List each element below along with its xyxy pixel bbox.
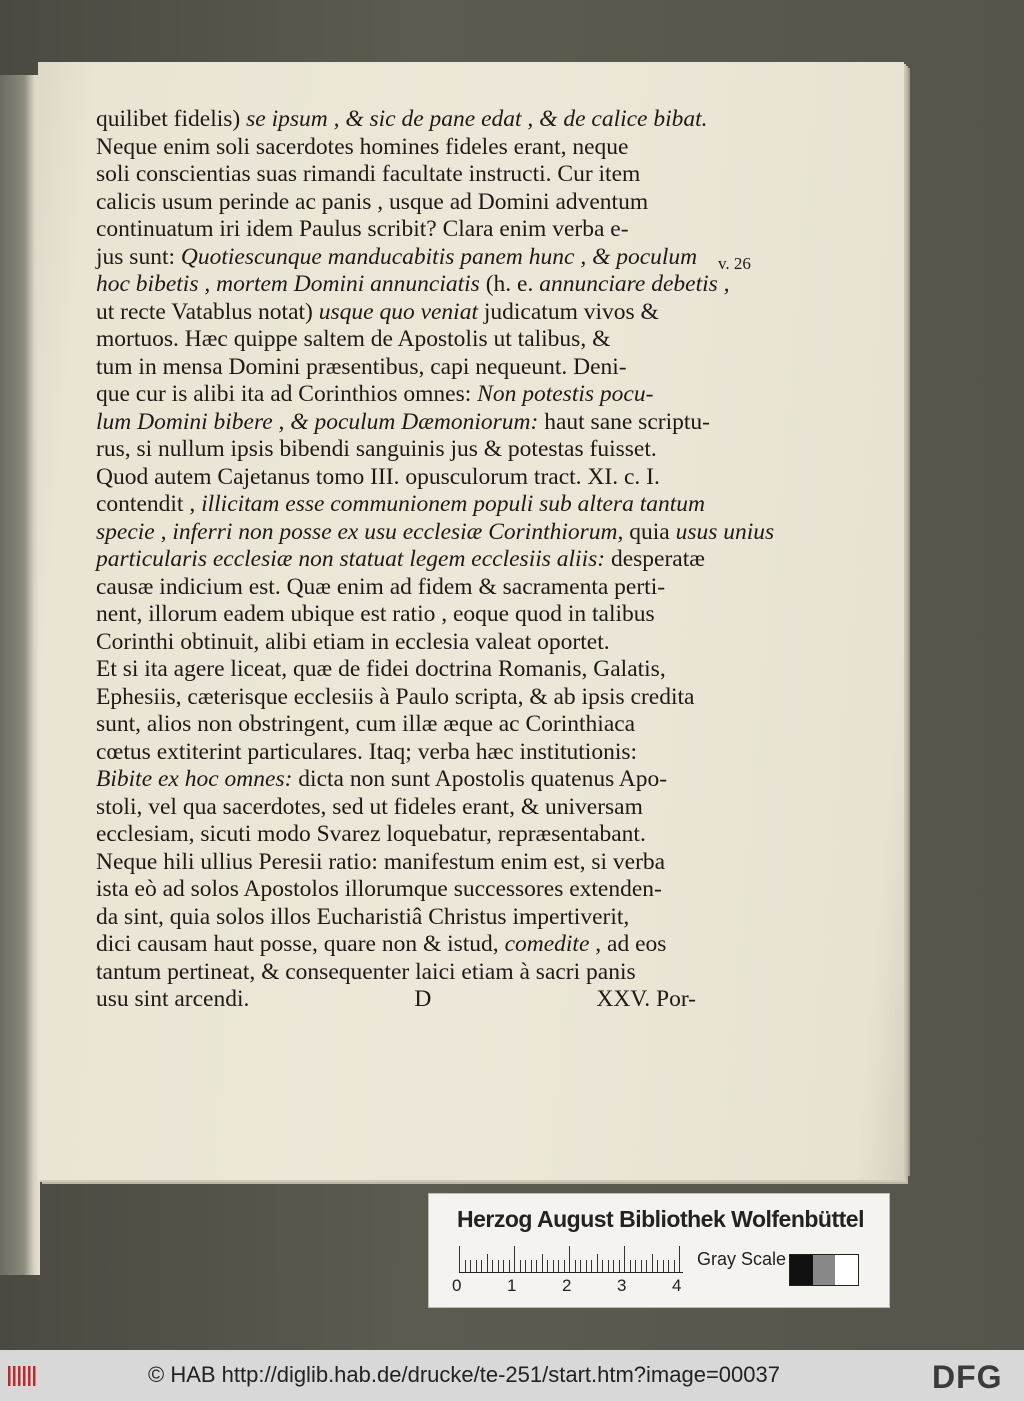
text-segment: ista eò ad solos Apostolos illorumque successores extenden- (96, 876, 662, 902)
text-segment: da sint, quia solos illos Eucharistiâ Christus impertiverit, (96, 903, 630, 930)
text-line (96, 354, 816, 382)
ruler-tick (514, 1246, 515, 1272)
ruler-tick (498, 1260, 499, 1272)
text-line (96, 491, 816, 519)
ruler-tick (624, 1246, 625, 1272)
ruler-tick (564, 1260, 565, 1272)
last-line-text: usu sint arcendi. (96, 986, 250, 1012)
italic-segment: lum Domini bibere , & poculum Dæmoniorum: (96, 408, 539, 435)
text-line (96, 216, 816, 244)
ruler-tick (597, 1254, 598, 1272)
text-line (96, 821, 816, 849)
text-segment: que cur is alibi ita ad Corinthios omnes: (96, 381, 478, 407)
catchword: XXV. Por- (596, 986, 696, 1012)
ruler-tick (558, 1260, 559, 1272)
document-page (38, 62, 904, 1180)
swatch-gray (813, 1255, 836, 1285)
text-segment: Quod autem Cajetanus tomo III. opusculorum tract. XI. c. I. (96, 463, 660, 490)
text-segment: causæ indicium est. Quæ enim ad fidem & sacramenta perti- (96, 573, 666, 600)
text-line (96, 959, 816, 987)
ruler-tick (553, 1260, 554, 1272)
text-segment: desperatæ (605, 546, 705, 572)
text-line (96, 326, 816, 354)
italic-segment: Non potestis pocu- (477, 381, 654, 407)
ruler-tick (635, 1260, 636, 1272)
italic-segment: se ipsum , & sic de pane edat , & de calice bibat. (246, 106, 708, 132)
text-segment: Corinthi obtinuit, alibi etiam in ecclesia valeat oportet. (96, 628, 610, 655)
text-line (96, 271, 816, 299)
text-segment: Neque hili ullius Peresii ratio: manifestum enim est, si verba (96, 848, 666, 875)
text-segment: calicis usum perinde ac panis , usque ad Domini adventum (96, 188, 649, 215)
ruler-tick (641, 1260, 642, 1272)
scale-number: 1 (507, 1276, 517, 1295)
scale-number: 2 (562, 1276, 572, 1295)
italic-segment: usus unius (675, 518, 775, 545)
hab-logo-icon (8, 1364, 38, 1388)
text-line (96, 876, 816, 904)
text-segment: judicatum vivos & (478, 298, 659, 325)
text-segment: sunt, alios non obstringent, cum illæ æque ac Corinthiaca (96, 711, 636, 737)
text-segment: quilibet fidelis) (96, 106, 247, 132)
text-line (96, 601, 816, 629)
ruler-tick (542, 1254, 543, 1272)
italic-segment: illicitam esse communionem populi sub altera tantum (201, 491, 705, 517)
copyright-url[interactable]: © HAB http://diglib.hab.de/drucke/te-251/start.htm?image=00037 (148, 1362, 780, 1387)
italic-segment: comedite (504, 931, 590, 957)
ruler-tick (525, 1260, 526, 1272)
ruler-tick (630, 1260, 631, 1272)
ruler-tick (465, 1260, 466, 1272)
text-line (96, 739, 816, 767)
last-line (96, 986, 696, 1014)
text-line (96, 464, 816, 492)
text-segment: Et si ita agere liceat, quæ de fidei doctrina Romanis, Galatis, (96, 656, 666, 682)
text-line (96, 904, 816, 932)
ruler-tick (652, 1254, 653, 1272)
italic-segment: Quotiescunque manducabitis panem hunc , & poculum (180, 243, 698, 270)
ruler-tick (547, 1260, 548, 1272)
text-segment: ut recte Vatablus notat) (96, 298, 319, 325)
gray-scale-label: Gray Scale (697, 1249, 787, 1269)
text-segment: quia (623, 518, 676, 545)
ruler-tick (476, 1260, 477, 1272)
ruler-tick (591, 1260, 592, 1272)
ruler-tick (580, 1260, 581, 1272)
text-line (96, 161, 816, 189)
text-segment: ecclesiam, sicuti modo Svarez loquebatur, repræsentabant. (96, 821, 646, 847)
ruler-tick (536, 1260, 537, 1272)
italic-segment: annunciare debetis , (539, 271, 730, 297)
footer-bar (0, 1350, 1024, 1401)
text-segment: dici causam haut posse, quare non & istud, (96, 931, 505, 957)
text-line (96, 134, 816, 162)
text-segment: nent, illorum eadem ubique est ratio , eoque quod in talibus (96, 601, 655, 627)
ruler-tick (679, 1246, 680, 1272)
ruler-tick (487, 1254, 488, 1272)
ruler-tick (613, 1260, 614, 1272)
ruler-tick (646, 1260, 647, 1272)
text-line (96, 931, 816, 959)
text-line (96, 244, 816, 272)
signature-mark: D (414, 986, 432, 1012)
ruler-tick (531, 1260, 532, 1272)
italic-segment: usque quo veniat (318, 298, 478, 325)
text-line (96, 189, 816, 217)
text-line (96, 849, 816, 877)
library-name: Herzog August Bibliothek Wolfenbüttel (457, 1206, 864, 1232)
dfg-logo: DFG (932, 1359, 1003, 1395)
text-segment: continuatum iri idem Paulus scribit? Clara enim verba e- (96, 216, 629, 242)
text-line (96, 381, 816, 409)
text-segment: contendit , (96, 491, 202, 517)
italic-segment: particularis ecclesiæ non statuat legem ecclesiis aliis: (96, 546, 606, 572)
scale-number: 0 (452, 1276, 462, 1295)
text-line (96, 794, 816, 822)
ruler-tick (481, 1260, 482, 1272)
previous-page-edge (0, 75, 40, 1275)
ruler-tick (459, 1246, 460, 1272)
text-segment: haut sane scriptu- (538, 408, 710, 435)
text-segment: mortuos. Hæc quippe saltem de Apostolis ut talibus, & (96, 326, 611, 352)
italic-segment: Bibite ex hoc omnes: (96, 766, 293, 792)
text-segment: cœtus extiterint particulares. Itaq; verba hæc institutionis: (96, 738, 638, 765)
text-line (96, 656, 816, 684)
ruler-tick (608, 1260, 609, 1272)
scale-number: 4 (672, 1276, 682, 1295)
ruler-tick (575, 1260, 576, 1272)
text-line (96, 436, 816, 464)
ruler-tick (602, 1260, 603, 1272)
text-line (96, 409, 816, 437)
text-segment: tum in mensa Domini præsentibus, capi nequeunt. Deni- (96, 353, 627, 380)
ruler-tick (569, 1246, 570, 1272)
text-segment: Ephesiis, cæterisque ecclesiis à Paulo scripta, & ab ipsis credita (96, 683, 695, 710)
page-text (96, 106, 816, 1014)
ruler-tick (663, 1260, 664, 1272)
color-target-card (428, 1193, 890, 1308)
scale-number: 3 (617, 1276, 627, 1295)
ruler-tick (503, 1260, 504, 1272)
ruler-tick (470, 1260, 471, 1272)
text-line (96, 766, 816, 794)
swatch-white (835, 1255, 858, 1285)
text-segment: dicta non sunt Apostolis quatenus Apo- (292, 766, 668, 792)
scale-ruler (459, 1246, 683, 1273)
text-segment: tantum pertineat, & consequenter laici etiam à sacri panis (96, 958, 636, 985)
text-line (96, 299, 816, 327)
text-segment: , ad eos (589, 931, 667, 957)
ruler-tick (586, 1260, 587, 1272)
ruler-tick (509, 1260, 510, 1272)
text-segment: soli conscientias suas rimandi facultate instructi. Cur item (96, 161, 641, 187)
text-segment: jus sunt: (96, 243, 181, 270)
italic-segment: hoc bibetis , mortem Domini annunciatis (96, 271, 480, 297)
text-line (96, 574, 816, 602)
ruler-tick (619, 1260, 620, 1272)
ruler-tick (520, 1260, 521, 1272)
text-line (96, 546, 816, 574)
italic-segment: specie , inferri non posse ex usu ecclesiæ Corinthiorum, (96, 518, 624, 545)
margin-note: v. 26 (718, 254, 751, 273)
ruler-tick (674, 1260, 675, 1272)
ruler-tick (492, 1260, 493, 1272)
text-line (96, 106, 816, 134)
ruler-tick (668, 1260, 669, 1272)
text-line (96, 711, 816, 739)
swatch-black (790, 1255, 813, 1285)
ruler-tick (657, 1260, 658, 1272)
text-line (96, 684, 816, 712)
text-segment: Neque enim soli sacerdotes homines fideles erant, neque (96, 133, 629, 160)
text-line (96, 629, 816, 657)
text-line (96, 519, 816, 547)
text-segment: (h. e. (479, 271, 540, 297)
gray-scale-swatch (789, 1254, 859, 1286)
text-segment: stoli, vel qua sacerdotes, sed ut fideles erant, & universam (96, 793, 643, 820)
text-segment: rus, si nullum ipsis bibendi sanguinis jus & potestas fuisset. (96, 436, 657, 462)
scale-numbers (452, 1276, 692, 1298)
